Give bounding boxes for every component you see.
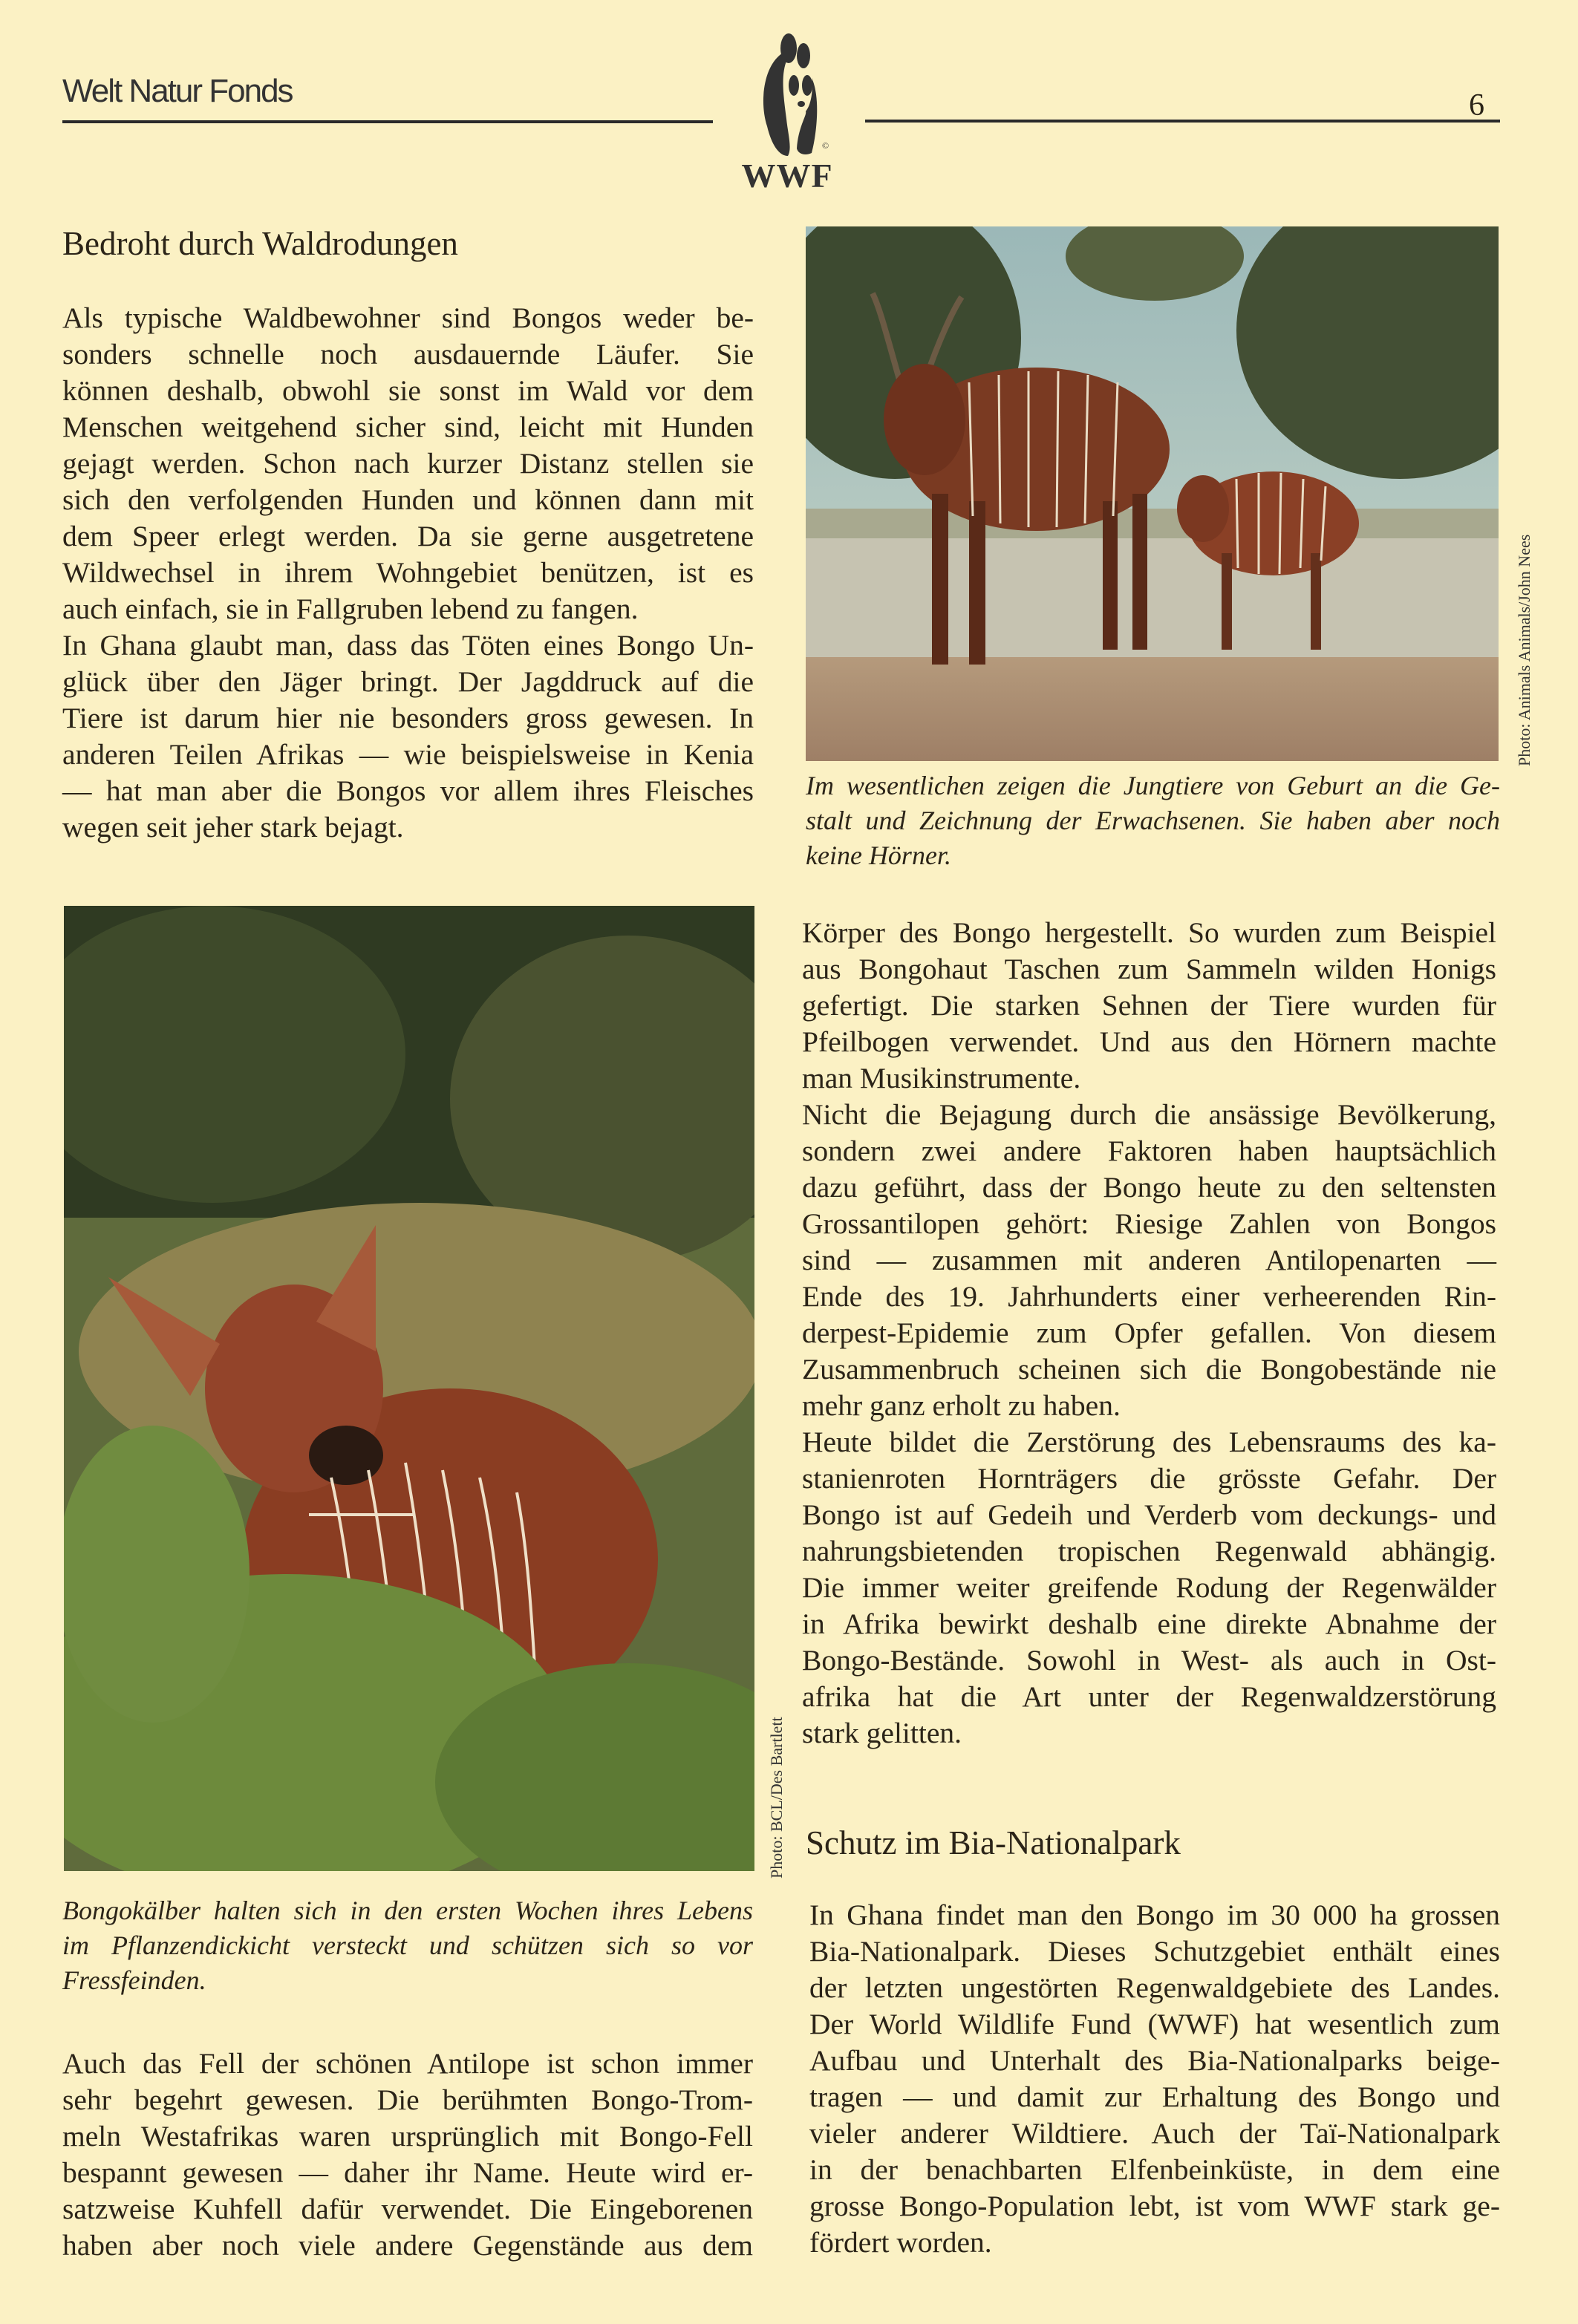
article-text-threats bbox=[802, 915, 1496, 1752]
header-rule-left bbox=[62, 120, 713, 123]
photo-bongo-mother-and-calf bbox=[806, 226, 1499, 761]
text-line: sind — zusammen mit anderen Antilopenarten — bbox=[802, 1244, 1496, 1276]
text-line: der letzten ungestörten Regenwaldgebiete des Landes. bbox=[809, 1971, 1500, 2004]
article-text-bia bbox=[809, 1897, 1500, 2261]
text-line: Auch das Fell der schönen Antilope ist schon immer bbox=[62, 2047, 753, 2080]
text-line: Heute bildet die Zerstörung des Lebensraums des ka- bbox=[802, 1426, 1496, 1458]
text-line: bespannt gewesen — daher ihr Name. Heute wird er- bbox=[62, 2156, 753, 2189]
text-line: Bongo-Bestände. Sowohl in West- als auch in Ost- bbox=[802, 1644, 1496, 1677]
text-line: Menschen weitgehend sicher sind, leicht mit Hunden bbox=[62, 411, 754, 443]
text-line: In Ghana glaubt man, dass das Töten eines Bongo Un- bbox=[62, 629, 754, 662]
text-line: Tiere ist darum hier nie besonders gross gewesen. In bbox=[62, 702, 754, 734]
photo-credit-bottom: Photo: BCL/Des Bartlett bbox=[767, 1717, 786, 1879]
text-line: satzweise Kuhfell dafür verwendet. Die Eingeborenen bbox=[62, 2193, 753, 2225]
photo-credit-top: Photo: Animals Animals/John Nees bbox=[1515, 534, 1533, 766]
text-line: Nicht die Bejagung durch die ansässige Bevölkerung, bbox=[802, 1098, 1496, 1131]
organization-name: Welt Natur Fonds bbox=[62, 73, 293, 109]
text-line: sondern zwei andere Faktoren haben hauptsächlich bbox=[802, 1135, 1496, 1167]
text-line: stalt und Zeichnung der Erwachsenen. Sie haben aber noch bbox=[806, 806, 1500, 835]
text-line: meln Westafrikas waren ursprünglich mit Bongo-Fell bbox=[62, 2120, 753, 2152]
page-number: 6 bbox=[1469, 88, 1484, 123]
text-line: Ende des 19. Jahrhunderts einer verheerenden Rin- bbox=[802, 1280, 1496, 1313]
text-line: Körper des Bongo hergestellt. So wurden zum Beispiel bbox=[802, 916, 1496, 949]
text-line: Die immer weiter greifende Rodung der Regenwälder bbox=[802, 1571, 1496, 1604]
text-line: vieler anderer Wildtiere. Auch der Taï-Nationalpark bbox=[809, 2117, 1500, 2150]
text-line: gejagt werden. Schon nach kurzer Distanz stellen sie bbox=[62, 447, 754, 480]
article-text-fur bbox=[62, 2046, 753, 2264]
text-line: auch einfach, sie in Fallgruben lebend zu fangen. bbox=[62, 593, 639, 625]
text-line: Bongokälber halten sich in den ersten Wochen ihres Lebens bbox=[62, 1896, 753, 1925]
text-line: stark gelitten. bbox=[802, 1717, 962, 1749]
text-line: Aufbau und Unterhalt des Bia-Nationalparks beige- bbox=[809, 2044, 1500, 2077]
text-line: sehr begehrt gewesen. Die berühmten Bongo-Trom- bbox=[62, 2083, 753, 2116]
text-line: Fressfeinden. bbox=[62, 1965, 206, 1995]
text-line: in Afrika bewirkt deshalb eine direkte Abnahme der bbox=[802, 1607, 1496, 1640]
text-line: Bongo ist auf Gedeih und Verderb vom deckungs- und bbox=[802, 1498, 1496, 1531]
text-line: Im wesentlichen zeigen die Jungtiere von Geburt an die Ge- bbox=[806, 771, 1500, 800]
text-line: gefertigt. Die starken Sehnen der Tiere wurden für bbox=[802, 989, 1496, 1022]
text-line: Bia-Nationalpark. Dieses Schutzgebiet enthält eines bbox=[809, 1935, 1500, 1968]
text-line: sich den verfolgenden Hunden und können dann mit bbox=[62, 483, 754, 516]
text-line: Grossantilopen gehört: Riesige Zahlen von Bongos bbox=[802, 1207, 1496, 1240]
photo-caption-top bbox=[806, 768, 1500, 873]
section-heading: Bedroht durch Waldrodungen bbox=[62, 225, 458, 262]
text-line: wegen seit jeher stark bejagt. bbox=[62, 811, 404, 843]
text-line: — hat man aber die Bongos vor allem ihres Fleisches bbox=[62, 774, 754, 807]
text-line: Zusammenbruch scheinen sich die Bongobestände nie bbox=[802, 1353, 1496, 1385]
text-line: im Pflanzendickicht versteckt und schützen sich so vor bbox=[62, 1930, 753, 1960]
text-line: aus Bongohaut Taschen zum Sammeln wilden Honigs bbox=[802, 953, 1496, 985]
text-line: in der benachbarten Elfenbeinküste, in dem eine bbox=[809, 2153, 1500, 2186]
header-rule-right bbox=[865, 120, 1500, 123]
text-line: Wildwechsel in ihrem Wohngebiet benützen, ist es bbox=[62, 556, 754, 589]
text-line: stanienroten Hornträgers die grösste Gefahr. Der bbox=[802, 1462, 1496, 1495]
text-line: nahrungsbietenden tropischen Regenwald abhängig. bbox=[802, 1535, 1496, 1567]
copyright-symbol: © bbox=[822, 140, 829, 151]
text-line: sonders schnelle noch ausdauernde Läufer. Sie bbox=[62, 338, 754, 371]
text-line: man Musikinstrumente. bbox=[802, 1062, 1081, 1094]
text-line: grosse Bongo-Population lebt, ist vom WWF stark ge- bbox=[809, 2190, 1500, 2222]
text-line: haben aber noch viele andere Gegenstände aus dem bbox=[62, 2229, 753, 2262]
text-line: keine Hörner. bbox=[806, 841, 951, 870]
section-heading-bia: Schutz im Bia-Nationalpark bbox=[806, 1824, 1181, 1861]
text-line: Als typische Waldbewohner sind Bongos weder be- bbox=[62, 301, 754, 334]
text-line: mehr ganz erholt zu haben. bbox=[802, 1389, 1121, 1422]
text-line: fördert worden. bbox=[809, 2226, 992, 2259]
text-line: Der World Wildlife Fund (WWF) hat wesentlich zum bbox=[809, 2008, 1500, 2040]
photo-caption-bottom bbox=[62, 1893, 753, 1998]
text-line: anderen Teilen Afrikas — wie beispielsweise in Kenia bbox=[62, 738, 754, 771]
wwf-panda-logo bbox=[724, 15, 850, 156]
text-line: In Ghana findet man den Bongo im 30 000 ha grossen bbox=[809, 1899, 1500, 1931]
text-line: dazu geführt, dass der Bongo heute zu den seltensten bbox=[802, 1171, 1496, 1204]
text-line: können deshalb, obwohl sie sonst im Wald vor dem bbox=[62, 374, 754, 407]
wwf-wordmark: WWF bbox=[741, 157, 833, 195]
text-line: glück über den Jäger bringt. Der Jagddruck auf die bbox=[62, 665, 754, 698]
text-line: dem Speer erlegt werden. Da sie gerne ausgetretene bbox=[62, 520, 754, 552]
photo-bongo-calf-in-thicket bbox=[64, 906, 754, 1871]
text-line: tragen — und damit zur Erhaltung des Bongo und bbox=[809, 2080, 1500, 2113]
text-line: Pfeilbogen verwendet. Und aus den Hörnern machte bbox=[802, 1025, 1496, 1058]
text-line: afrika hat die Art unter der Regenwaldzerstörung bbox=[802, 1680, 1496, 1713]
article-text-intro bbox=[62, 300, 754, 846]
text-line: derpest-Epidemie zum Opfer gefallen. Von diesem bbox=[802, 1316, 1496, 1349]
